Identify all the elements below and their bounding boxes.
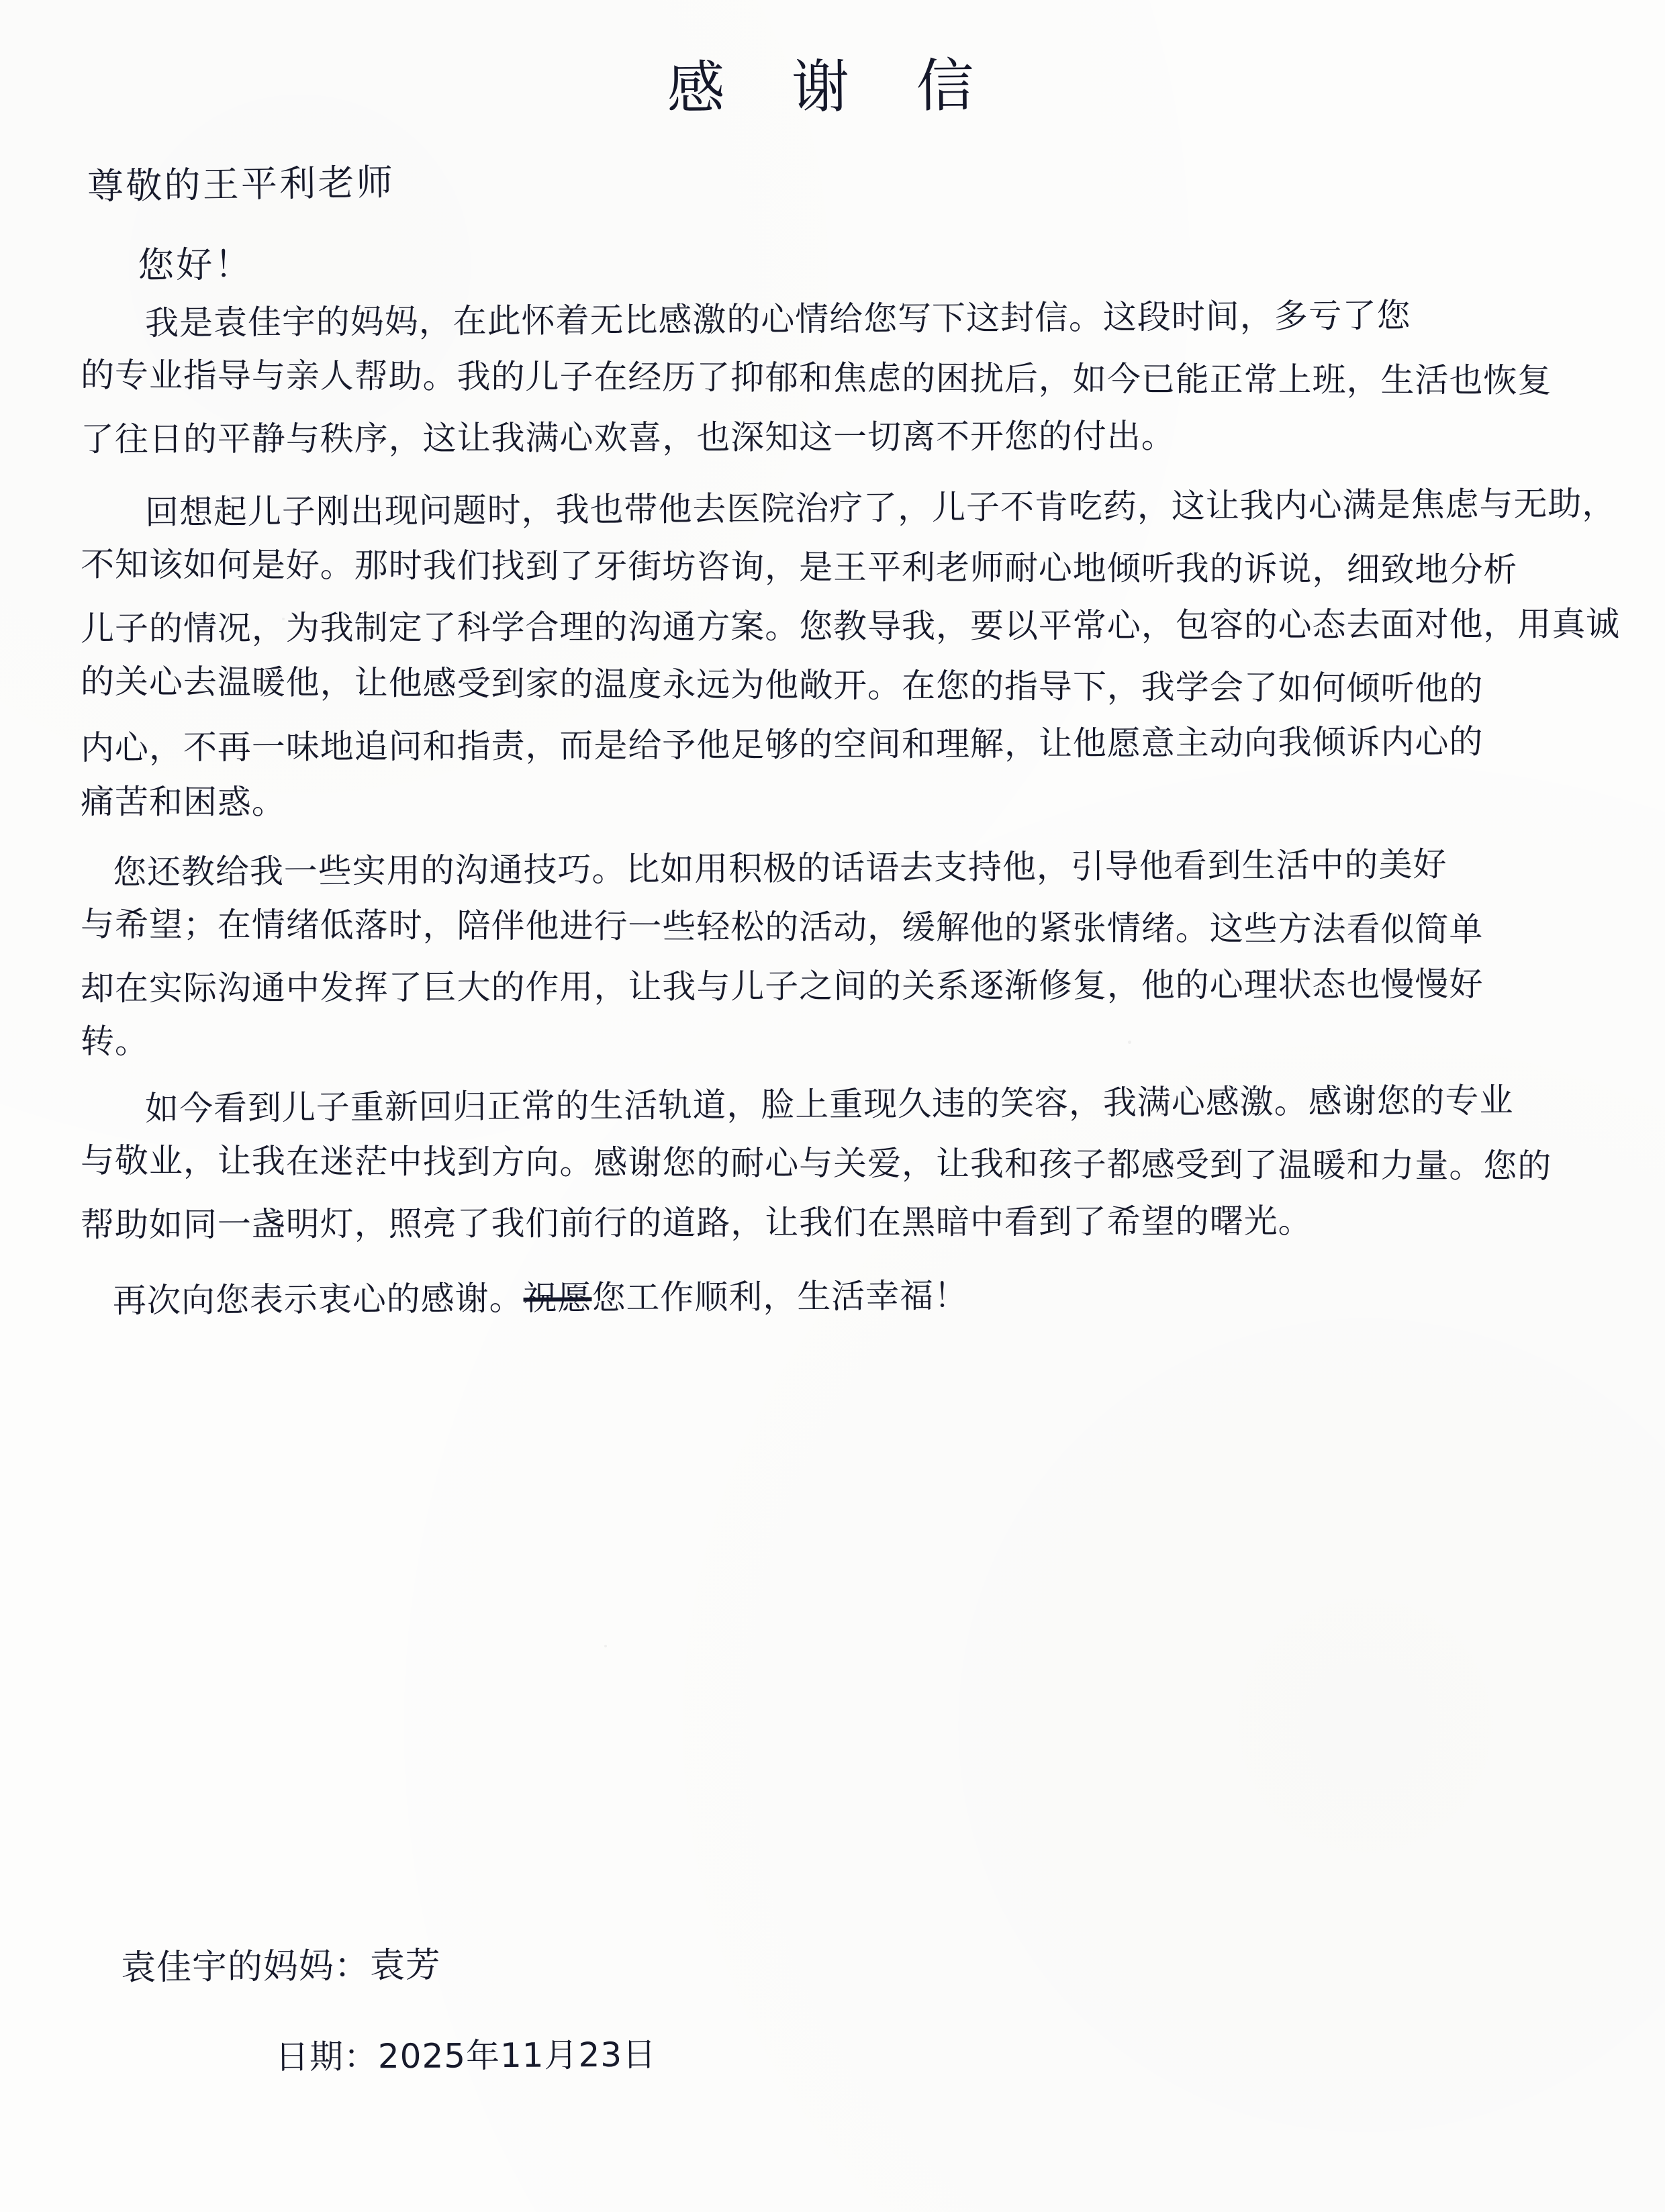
- paragraph-line: 与敬业，让我在迷茫中找到方向。感谢您的耐心与关爱，让我和孩子都感受到了温暖和力量。您的: [80, 1141, 1552, 1186]
- paragraph-line: 帮助如同一盏明灯，照亮了我们前行的道路，让我们在黑暗中看到了希望的曙光。: [80, 1201, 1313, 1245]
- paragraph-line: 却在实际沟通中发挥了巨大的作用，让我与儿子之间的关系逐渐修复，他的心理状态也慢慢好: [80, 964, 1484, 1008]
- paragraph-line: 转。: [80, 1022, 150, 1061]
- paragraph-line: 儿子的情况，为我制定了科学合理的沟通方案。您教导我，要以平常心，包容的心态去面对他，用真诚: [80, 604, 1621, 648]
- struck-out-text: 祝愿: [523, 1278, 592, 1318]
- paragraph-line: 的关心去温暖他，让他感受到家的温度永远为他敞开。在您的指导下，我学会了如何倾听他的: [80, 662, 1484, 709]
- closing-line: 再次向您表示衷心的感谢。祝愿您工作顺利，生活幸福！: [112, 1276, 969, 1320]
- signature-date: 日期：2025年11月23日: [275, 2035, 657, 2077]
- paragraph-1: [80, 295, 1598, 459]
- letter-body: [80, 295, 1621, 1339]
- paragraph-line: 您还教给我一些实用的沟通技巧。比如用积极的话语去支持他，引导他看到生活中的美好: [112, 845, 1447, 892]
- paragraph-line: 的专业指导与亲人帮助。我的儿子在经历了抑郁和焦虑的困扰后，如今已能正常上班，生活也恢复: [80, 355, 1552, 401]
- paragraph-line: 回想起儿子刚出现问题时，我也带他去医院治疗了，儿子不肯吃药，这让我内心满是焦虑与无助，: [144, 483, 1617, 532]
- paragraph-line: 了往日的平静与秩序，这让我满心欢喜，也深知这一切离不开您的付出。: [80, 416, 1176, 459]
- paragraph-line: 我是袁佳宇的妈妈，在此怀着无比感激的心情给您写下这封信。这段时间，多亏了您: [144, 295, 1411, 343]
- page-title: 感 谢 信: [667, 52, 999, 123]
- paragraph-line: 不知该如何是好。那时我们找到了牙街坊咨询，是王平利老师耐心地倾听我的诉说，细致地分析: [80, 544, 1518, 589]
- paragraph-line: 与希望；在情绪低落时，陪伴他进行一些轻松的活动，缓解他的紧张情绪。这些方法看似简单: [80, 904, 1484, 949]
- greeting: 您好！: [137, 243, 254, 287]
- paragraph-line: 如今看到儿子重新回归正常的生活轨道，脸上重现久违的笑容，我满心感激。感谢您的专业: [144, 1080, 1514, 1128]
- salutation: 尊敬的王平利老师: [87, 160, 395, 208]
- paragraph-5: [81, 1276, 1598, 1320]
- paragraph-3: [80, 845, 1598, 1062]
- signature-block: [121, 1933, 1464, 2075]
- paragraph-line: 内心，不再一味地追问和指责，而是给予他足够的空间和理解，让他愿意主动向我倾诉内心的: [80, 722, 1484, 768]
- paragraph-line: 痛苦和困惑。: [80, 782, 286, 822]
- paragraph-4: [80, 1080, 1598, 1245]
- scan-speckle: [604, 1645, 607, 1647]
- signature-name: 袁佳宇的妈妈：袁芳: [120, 1945, 441, 1988]
- paragraph-2: [80, 483, 1621, 822]
